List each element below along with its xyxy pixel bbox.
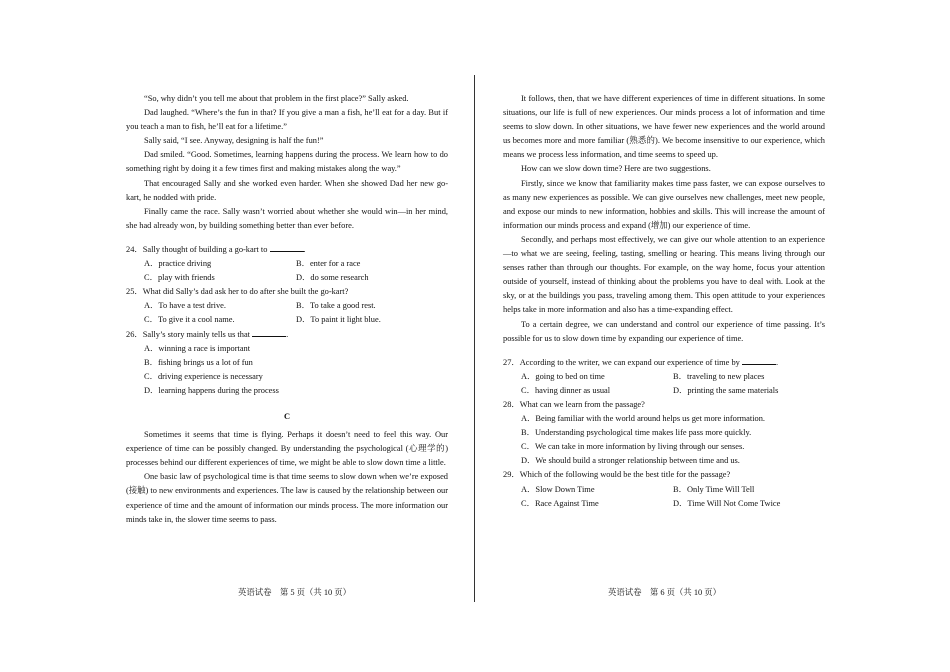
option-b: B．Only Time Will Tell bbox=[673, 484, 755, 494]
question-end: . bbox=[303, 244, 306, 254]
option-a: A．Slow Down Time bbox=[521, 484, 595, 494]
right-page-footer: 英语试卷 第 6 页（共 10 页） bbox=[608, 588, 722, 597]
question-end: . bbox=[286, 329, 289, 339]
question-29 bbox=[503, 468, 825, 510]
question-end: . bbox=[775, 357, 779, 367]
paragraph: It follows, then, that we have different experiences of time in different situations. In some situations, our life is full of new experiences. Our minds process a lot of information and time seems to slow down. In other situations, we have fewer new experiences and the world around us becomes more and more familiar (熟悉的). We become insensitive to our experience, which means we process less information, and time seems to speed up. bbox=[503, 94, 825, 160]
answer-blank bbox=[270, 243, 304, 252]
question-stem: 27．According to the writer, we can expand our experience of time by bbox=[503, 357, 740, 367]
option-c: C．driving experience is necessary bbox=[144, 371, 263, 381]
question-27 bbox=[503, 356, 825, 398]
paragraph: Sometimes it seems that time is flying. Perhaps it doesn’t need to feel this way. Our experience of time can be possibly changed. By understanding the psychological (心理学的) processes behind our different experiences of time, we might be able to slow down time a little. bbox=[126, 430, 448, 468]
paragraph: Dad laughed. “Where’s the fun in that? If you give a man a fish, he’ll eat for a day. But if you teach a man to fish, he’ll eat for a lifetime.” bbox=[126, 108, 448, 132]
question-24 bbox=[126, 243, 448, 285]
option-b: B．To take a good rest. bbox=[296, 301, 376, 311]
question-stem: 26．Sally’s story mainly tells us that bbox=[126, 329, 250, 339]
paragraph: “So, why didn’t you tell me about that problem in the first place?” Sally asked. bbox=[144, 94, 409, 103]
option-b: B．fishing brings us a lot of fun bbox=[144, 357, 253, 367]
question-28 bbox=[503, 398, 825, 468]
paragraph: Secondly, and perhaps most effectively, we can give our whole attention to an experience—to what we are seeing, feeling, tasting, smelling or hearing. This means living through our senses rather than through our thoughts. For example, on the way home, focus your attention outside of yourself, instead of thinking about the problems you have to deal with. Look at the sky, or at the buildings you pass, traveling among them. This open attitude to your experiences helps take in more information and also has a time-expanding effect. bbox=[503, 234, 825, 315]
option-a: A．practice driving bbox=[144, 259, 212, 269]
question-stem: 25．What did Sally’s dad ask her to do after she built the go-kart? bbox=[126, 287, 349, 297]
paragraph: Sally said, “I see. Anyway, designing is half the fun!” bbox=[144, 136, 324, 146]
question-25 bbox=[126, 285, 448, 327]
option-c: C．having dinner as usual bbox=[521, 385, 611, 395]
left-page-footer: 英语试卷 第 5 页（共 10 页） bbox=[238, 588, 352, 597]
option-d: D．To paint it light blue. bbox=[296, 315, 381, 325]
option-b: B．traveling to new places bbox=[673, 371, 765, 381]
left-page bbox=[126, 92, 448, 527]
option-a: A．Being familiar with the world around helps us get more information. bbox=[521, 414, 765, 424]
paragraph: How can we slow down time? Here are two suggestions. bbox=[521, 164, 711, 174]
question-stem: 28．What can we learn from the passage? bbox=[503, 399, 645, 409]
option-d: D．Time Will Not Come Twice bbox=[673, 498, 781, 508]
answer-blank bbox=[252, 328, 289, 339]
right-page bbox=[503, 92, 825, 511]
section-c-title: C bbox=[283, 411, 291, 421]
option-c: C．To give it a cool name. bbox=[144, 315, 235, 325]
option-d: D．learning happens during the process bbox=[144, 385, 279, 395]
paragraph: Dad smiled. “Good. Sometimes, learning happens during the process. We learn how to do something right by doing it a few times first and making mistakes along the way.” bbox=[126, 150, 448, 174]
option-d: D．printing the same materials bbox=[673, 385, 779, 395]
option-d: D．do some research bbox=[296, 273, 369, 283]
option-a: A．To have a test drive. bbox=[144, 301, 226, 311]
answer-blank bbox=[742, 356, 779, 367]
option-c: C．Race Against Time bbox=[521, 498, 599, 508]
option-a: A．winning a race is important bbox=[144, 343, 251, 353]
paragraph: That encouraged Sally and she worked even harder. When she showed Dad her new go-kart, he nodded with pride. bbox=[126, 178, 448, 202]
paragraph: Firstly, since we know that familiarity makes time pass faster, we can expose ourselves to as many new experiences as possible. We can give ourselves new challenges, meet new people, and expose our minds to new information, hobbies and skills. This will increase the amount of information our minds process and expand (增加) our experience of time. bbox=[503, 178, 825, 230]
question-26 bbox=[126, 328, 448, 398]
option-a: A．going to bed on time bbox=[521, 371, 605, 381]
question-stem: 29．Which of the following would be the best title for the passage? bbox=[503, 470, 731, 480]
option-c: C．play with friends bbox=[144, 273, 215, 283]
option-d: D．We should build a stronger relationship between time and us. bbox=[521, 456, 740, 466]
page-divider bbox=[474, 75, 475, 602]
paragraph: Finally came the race. Sally wasn’t worried about whether she would win—in her mind, she had already won, by building something better than ever before. bbox=[126, 206, 448, 230]
question-stem: 24．Sally thought of building a go-kart to bbox=[126, 244, 268, 254]
option-c: C．We can take in more information by living through our senses. bbox=[521, 442, 745, 452]
paragraph: One basic law of psychological time is that time seems to slow down when we’re exposed (接触) to new environments and experiences. The law is caused by the relationship between our experience of time and the amount of information our minds process. The more information our minds take in, the slower time seems to pass. bbox=[126, 472, 448, 524]
paragraph: To a certain degree, we can understand and control our experience of time passing. It’s possible for us to slow down time by expanding our experience of time. bbox=[503, 319, 825, 343]
option-b: B．Understanding psychological time makes life pass more quickly. bbox=[521, 428, 752, 438]
option-b: B．enter for a race bbox=[296, 259, 361, 269]
